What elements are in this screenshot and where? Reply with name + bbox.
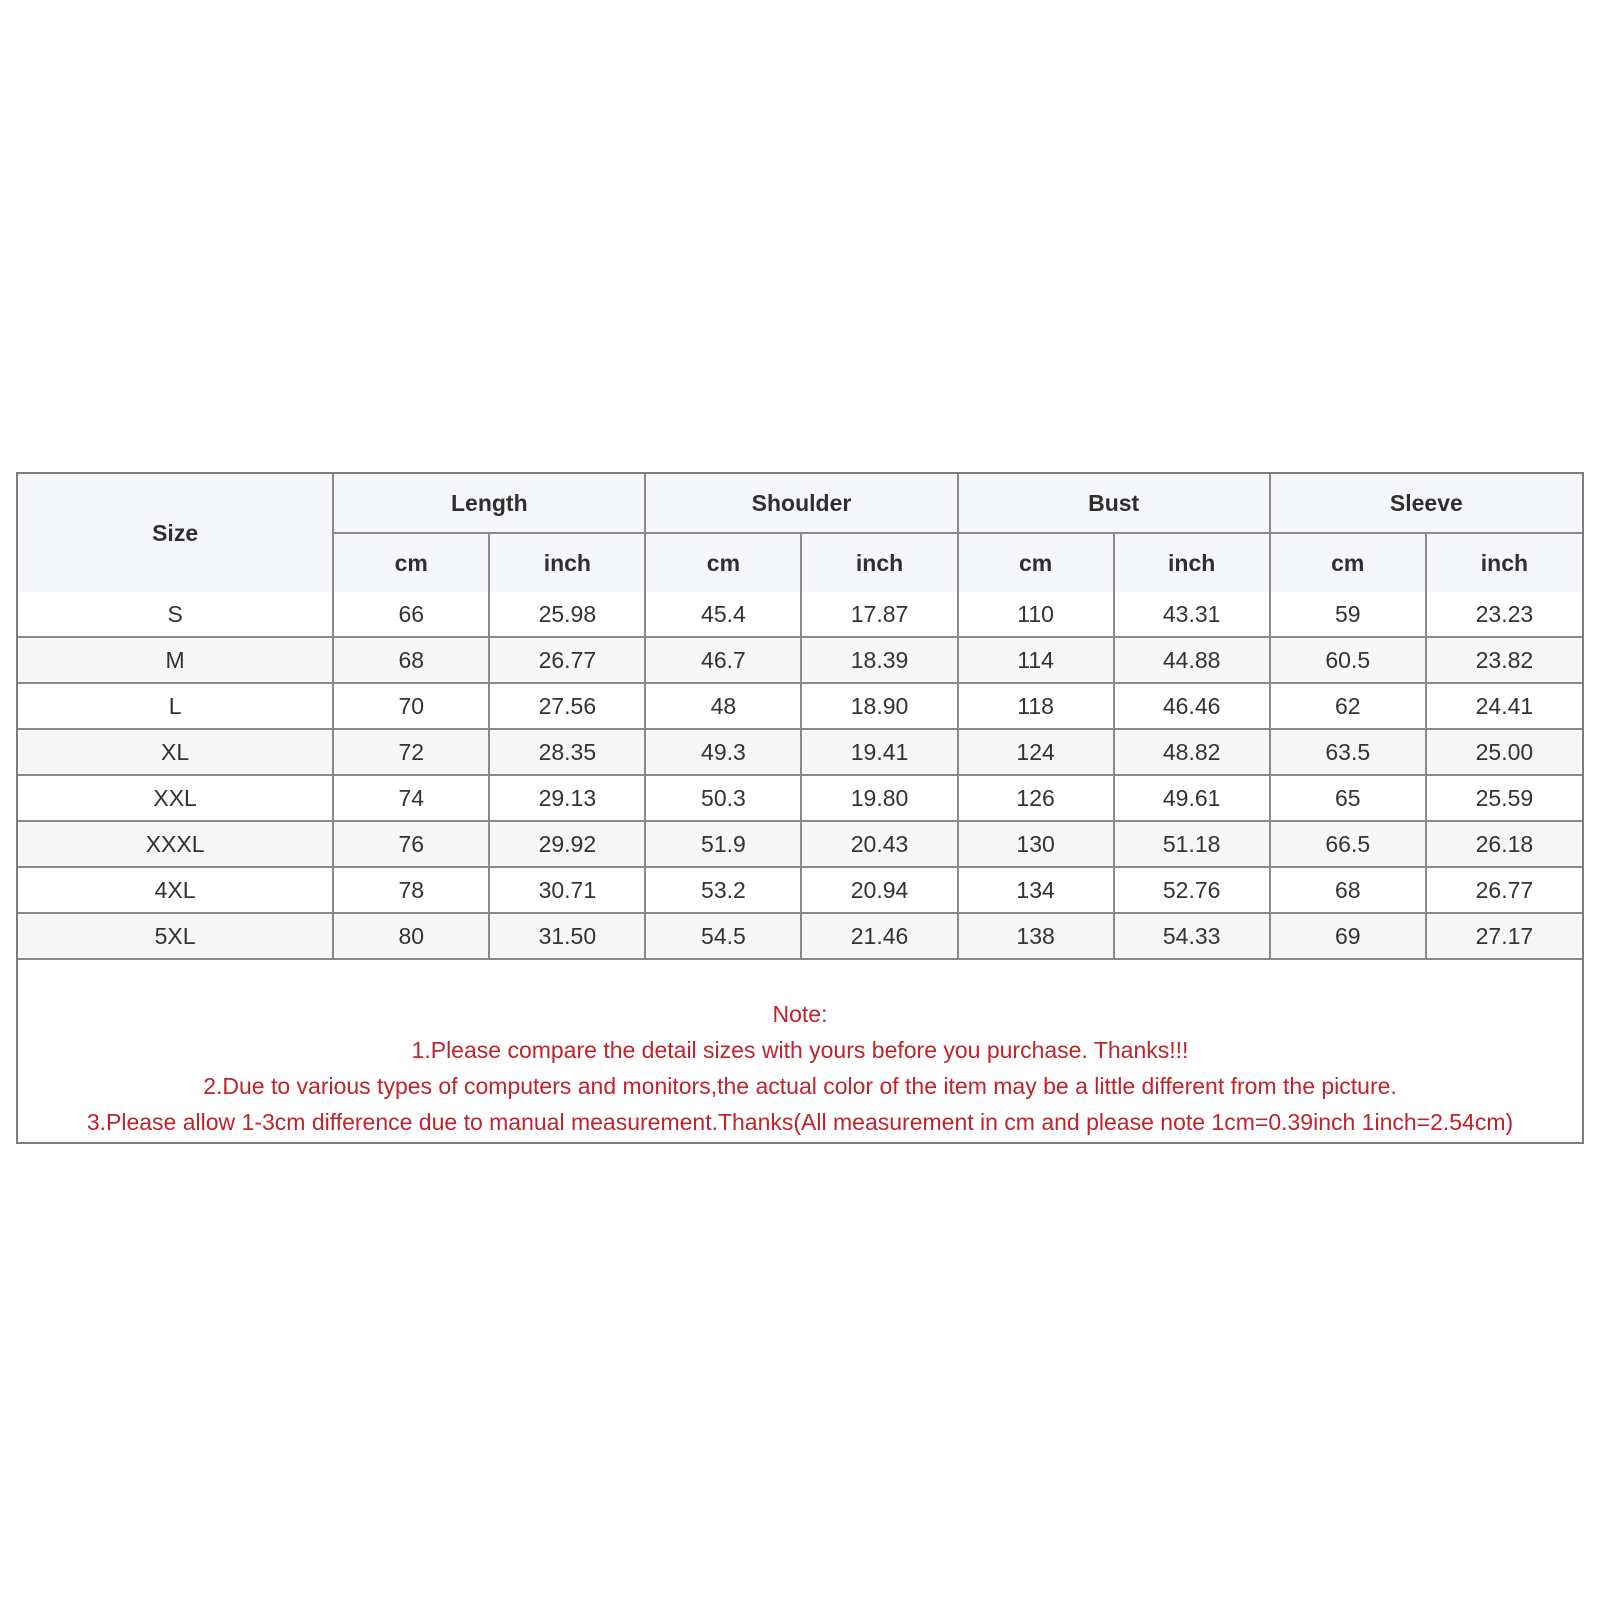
sleeve-inch-cell: 27.17 [1426,913,1582,959]
note-line-1: 1.Please compare the detail sizes with yours before you purchase. Thanks!!! [411,1037,1189,1063]
bust-inch-cell: 52.76 [1114,867,1270,913]
length-cm-cell: 80 [333,913,489,959]
bust-inch-header: inch [1114,533,1270,592]
sleeve-inch-cell: 25.00 [1426,729,1582,775]
size-chart [16,472,1584,1144]
size-cell: 5XL [18,913,333,959]
bust-cm-cell: 138 [958,913,1114,959]
bust-inch-cell: 46.46 [1114,683,1270,729]
bust-inch-cell: 44.88 [1114,637,1270,683]
bust-inch-cell: 51.18 [1114,821,1270,867]
size-cell: M [18,637,333,683]
shoulder-cm-cell: 45.4 [645,592,801,637]
shoulder-inch-header: inch [801,533,957,592]
bust-cm-cell: 126 [958,775,1114,821]
size-cell: L [18,683,333,729]
bust-inch-cell: 48.82 [1114,729,1270,775]
size-column-header: Size [18,474,333,592]
length-inch-cell: 28.35 [489,729,645,775]
note-line-3: 3.Please allow 1-3cm difference due to manual measurement.Thanks(All measurement in cm and please note 1cm=0.39inch 1inch=2.54cm) [86,1109,1514,1135]
size-cell: XL [18,729,333,775]
sleeve-cm-cell: 63.5 [1270,729,1426,775]
table-row [18,867,1582,913]
bust-cm-cell: 114 [958,637,1114,683]
bust-header: Bust [958,474,1270,533]
shoulder-cm-header: cm [645,533,801,592]
length-cm-cell: 72 [333,729,489,775]
length-header: Length [333,474,645,533]
length-inch-cell: 30.71 [489,867,645,913]
sleeve-header: Sleeve [1270,474,1582,533]
length-inch-cell: 31.50 [489,913,645,959]
sleeve-cm-cell: 66.5 [1270,821,1426,867]
sleeve-inch-cell: 23.23 [1426,592,1582,637]
shoulder-cm-cell: 51.9 [645,821,801,867]
sleeve-inch-cell: 26.18 [1426,821,1582,867]
shoulder-inch-cell: 21.46 [801,913,957,959]
shoulder-inch-cell: 20.94 [801,867,957,913]
table-row [18,729,1582,775]
bust-inch-cell: 43.31 [1114,592,1270,637]
table-row [18,913,1582,959]
length-inch-cell: 26.77 [489,637,645,683]
sleeve-cm-cell: 65 [1270,775,1426,821]
sleeve-cm-header: cm [1270,533,1426,592]
size-cell: XXL [18,775,333,821]
shoulder-cm-cell: 50.3 [645,775,801,821]
shoulder-cm-cell: 48 [645,683,801,729]
length-inch-cell: 29.13 [489,775,645,821]
sleeve-cm-cell: 59 [1270,592,1426,637]
shoulder-inch-cell: 19.80 [801,775,957,821]
sleeve-inch-cell: 26.77 [1426,867,1582,913]
size-cell: 4XL [18,867,333,913]
length-cm-cell: 78 [333,867,489,913]
length-inch-cell: 29.92 [489,821,645,867]
sleeve-inch-header: inch [1426,533,1582,592]
sleeve-inch-cell: 23.82 [1426,637,1582,683]
table-row [18,592,1582,637]
size-cell: S [167,600,183,627]
bust-inch-cell: 49.61 [1114,775,1270,821]
table-row [18,637,1582,683]
shoulder-cm-cell: 53.2 [645,867,801,913]
size-table [18,474,1582,960]
note-title: Note: [772,1001,828,1027]
sleeve-inch-cell: 24.41 [1426,683,1582,729]
sleeve-inch-cell: 25.59 [1426,775,1582,821]
bust-cm-cell: 124 [958,729,1114,775]
length-cm-cell: 74 [333,775,489,821]
shoulder-inch-cell: 18.39 [801,637,957,683]
notes-section [18,960,1582,1142]
length-inch-header: inch [489,533,645,592]
bust-inch-cell: 54.33 [1114,913,1270,959]
shoulder-header: Shoulder [645,474,957,533]
table-row [18,775,1582,821]
size-table-body [18,592,1582,959]
length-cm-cell: 66 [333,592,489,637]
length-cm-cell: 70 [333,683,489,729]
shoulder-inch-cell: 20.43 [801,821,957,867]
bust-cm-cell: 134 [958,867,1114,913]
shoulder-cm-cell: 46.7 [645,637,801,683]
length-cm-cell: 76 [333,821,489,867]
size-cell: XXXL [18,821,333,867]
shoulder-inch-cell: 19.41 [801,729,957,775]
table-row [18,683,1582,729]
sleeve-cm-cell: 62 [1270,683,1426,729]
bust-cm-cell: 110 [958,592,1114,637]
sleeve-cm-cell: 69 [1270,913,1426,959]
bust-cm-cell: 130 [958,821,1114,867]
length-inch-cell: 27.56 [489,683,645,729]
length-cm-header: cm [333,533,489,592]
bust-cm-cell: 118 [958,683,1114,729]
shoulder-cm-cell: 54.5 [645,913,801,959]
shoulder-inch-cell: 18.90 [801,683,957,729]
sleeve-cm-cell: 68 [1270,867,1426,913]
shoulder-cm-cell: 49.3 [645,729,801,775]
bust-cm-header: cm [958,533,1114,592]
note-line-2: 2.Due to various types of computers and monitors,the actual color of the item may be a little different from the picture. [203,1073,1397,1099]
shoulder-inch-cell: 17.87 [801,592,957,637]
header-group-row [18,474,1582,533]
table-row [18,821,1582,867]
sleeve-cm-cell: 60.5 [1270,637,1426,683]
length-cm-cell: 68 [333,637,489,683]
length-inch-cell: 25.98 [489,592,645,637]
